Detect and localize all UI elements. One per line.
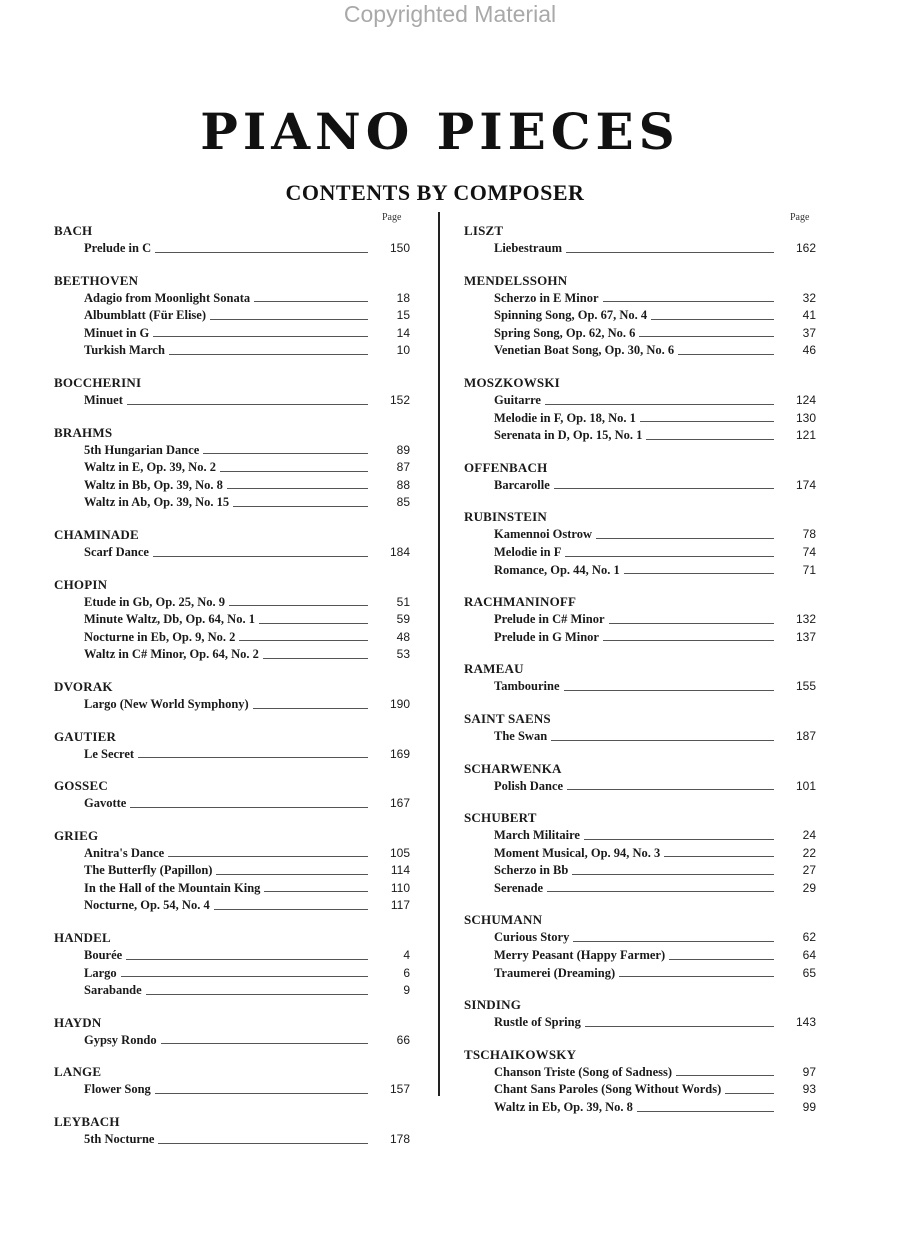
toc-entry (54, 795, 410, 813)
composer-heading: RAMEAU (464, 661, 524, 677)
leader-line (669, 959, 774, 960)
leader-line (254, 301, 368, 302)
toc-entry (54, 1131, 410, 1149)
piece-title: Prelude in G Minor (494, 629, 599, 644)
toc-entry (54, 862, 410, 880)
leader-line (596, 538, 774, 539)
page-number: 15 (396, 308, 410, 323)
toc-entry (464, 477, 816, 495)
leader-line (239, 640, 368, 641)
piece-title: Guitarre (494, 392, 541, 407)
composer-heading: GRIEG (54, 827, 99, 843)
leader-line (651, 319, 774, 320)
leader-line (264, 891, 368, 892)
page-number: 48 (396, 629, 410, 644)
piece-title: Largo (New World Symphony) (84, 696, 249, 711)
toc-entry (54, 982, 410, 1000)
piece-title: Waltz in E, Op. 39, No. 2 (84, 460, 216, 475)
toc-entry (464, 342, 816, 360)
piece-title: Sarabande (84, 983, 142, 998)
leader-line (233, 506, 368, 507)
page-number: 4 (403, 948, 410, 963)
piece-title: Chanson Triste (Song of Sadness) (494, 1064, 673, 1079)
toc-entry (464, 678, 816, 696)
page-number: 157 (389, 1082, 410, 1097)
leader-line (214, 909, 368, 910)
page-number: 169 (389, 746, 410, 761)
leader-line (229, 605, 368, 606)
page-number: 110 (390, 880, 410, 895)
piece-title: Melodie in F, Op. 18, No. 1 (494, 410, 636, 425)
toc-entry (54, 1032, 410, 1050)
page-number: 114 (390, 863, 410, 878)
page-number: 9 (403, 983, 410, 998)
toc-entry (464, 1099, 816, 1117)
leader-line (121, 976, 368, 977)
page-number: 65 (802, 965, 816, 980)
toc-entry (54, 442, 410, 460)
leader-line (168, 856, 368, 857)
composer-heading: SCHARWENKA (464, 760, 562, 776)
toc-entry (54, 965, 410, 983)
page-number: 187 (795, 728, 816, 743)
contents-right-column (464, 208, 816, 1117)
piece-title: March Militaire (494, 828, 580, 843)
leader-line (216, 874, 368, 875)
piece-title: In the Hall of the Mountain King (84, 880, 261, 895)
page-number: 87 (396, 460, 410, 475)
page-number: 85 (396, 495, 410, 510)
composer-heading: SCHUBERT (464, 810, 537, 826)
leader-line (676, 1075, 774, 1076)
page-number: 184 (389, 544, 410, 559)
piece-title: Nocturne, Op. 54, No. 4 (84, 898, 210, 913)
piece-title: Spinning Song, Op. 67, No. 4 (494, 308, 648, 323)
toc-entry (54, 325, 410, 343)
page-number: 62 (802, 930, 816, 945)
piece-title: Spring Song, Op. 62, No. 6 (494, 325, 636, 340)
page-number: 53 (396, 647, 410, 662)
toc-entry (54, 746, 410, 764)
page-number: 74 (802, 544, 816, 559)
composer-heading: RACHMANINOFF (464, 594, 577, 610)
page-number: 59 (396, 612, 410, 627)
composer-heading: DVORAK (54, 678, 113, 694)
piece-title: Polish Dance (494, 778, 564, 793)
toc-entry (464, 929, 816, 947)
piece-title: Turkish March (84, 343, 165, 358)
page-number: 174 (795, 477, 816, 492)
toc-entry (464, 1014, 816, 1032)
composer-heading: LISZT (464, 223, 504, 238)
toc-entry (54, 880, 410, 898)
toc-entry (54, 494, 410, 512)
composer-heading: MENDELSSOHN (464, 272, 568, 288)
page-number: 78 (802, 527, 816, 542)
piece-title: Tambourine (494, 679, 560, 694)
composer-heading: SCHUMANN (464, 912, 543, 928)
piece-title: Curious Story (494, 930, 570, 945)
leader-line (567, 789, 774, 790)
piece-title: The Butterfly (Papillon) (84, 863, 213, 878)
page-number: 105 (389, 845, 410, 860)
toc-entry (464, 629, 816, 647)
piece-title: Etude in Gb, Op. 25, No. 9 (84, 594, 226, 609)
toc-entry (464, 392, 816, 410)
page-number: 137 (795, 629, 816, 644)
leader-line (646, 439, 774, 440)
toc-entry (54, 696, 410, 714)
page-number: 150 (389, 241, 410, 255)
piece-title: Chant Sans Paroles (Song Without Words) (494, 1082, 722, 1097)
leader-line (573, 941, 774, 942)
leader-line (585, 1026, 774, 1027)
piece-title: Minuet (84, 392, 123, 407)
page-number: 162 (795, 241, 816, 255)
toc-entry (464, 240, 816, 258)
toc-entry (464, 526, 816, 544)
toc-entry (464, 827, 816, 845)
leader-line (126, 959, 368, 960)
page-number: 51 (396, 594, 410, 609)
toc-entry (464, 845, 816, 863)
page-number: 178 (389, 1132, 410, 1147)
piece-title: Liebestraum (494, 241, 563, 255)
leader-line (603, 301, 774, 302)
piece-title: Serenade (494, 880, 544, 895)
leader-line (127, 404, 368, 405)
leader-line (545, 404, 774, 405)
composer-heading: SAINT SAENS (464, 710, 551, 726)
leader-line (609, 623, 774, 624)
page-number: 155 (795, 679, 816, 694)
composer-heading: OFFENBACH (464, 459, 548, 475)
leader-line (161, 1043, 368, 1044)
toc-entry (54, 646, 410, 664)
leader-line (155, 252, 368, 253)
piece-title: Le Secret (84, 746, 135, 761)
composer-heading: MOSZKOWSKI (464, 374, 560, 390)
piece-title: Flower Song (84, 1082, 151, 1097)
page-number: 124 (795, 392, 816, 407)
page-number: 10 (396, 343, 410, 358)
composer-heading: CHAMINADE (54, 526, 139, 542)
toc-entry (464, 307, 816, 325)
leader-line (220, 471, 368, 472)
page-number: 29 (802, 880, 816, 895)
page-number: 101 (795, 778, 816, 793)
page-title: PIANO PIECES (200, 102, 680, 161)
piece-title: Romance, Op. 44, No. 1 (494, 562, 620, 577)
composer-heading: LEYBACH (54, 1114, 120, 1130)
piece-title: Scarf Dance (84, 544, 149, 559)
leader-line (554, 488, 774, 489)
page-number: 190 (389, 696, 410, 711)
piece-title: Waltz in C# Minor, Op. 64, No. 2 (84, 647, 259, 662)
page-column-header-left: Page (382, 212, 402, 223)
page-number: 88 (396, 477, 410, 492)
toc-entry (464, 611, 816, 629)
leader-line (564, 690, 774, 691)
piece-title: Scherzo in E Minor (494, 290, 599, 305)
piece-title: Minute Waltz, Db, Op. 64, No. 1 (84, 612, 255, 627)
toc-entry (464, 947, 816, 965)
page-number: 130 (795, 410, 816, 425)
composer-heading: LANGE (54, 1064, 102, 1080)
leader-line (639, 336, 774, 337)
composer-heading: GOSSEC (54, 778, 108, 794)
piece-title: Kamennoi Ostrow (494, 527, 593, 542)
composer-heading: HAYDN (54, 1014, 102, 1030)
page-number: 32 (802, 290, 816, 305)
leader-line (640, 421, 774, 422)
toc-entry (464, 410, 816, 428)
page-number: 14 (396, 325, 410, 340)
piece-title: Nocturne in Eb, Op. 9, No. 2 (84, 629, 236, 644)
composer-heading: SINDING (464, 997, 522, 1013)
piece-title: Traumerei (Dreaming) (494, 965, 616, 980)
leader-line (725, 1093, 774, 1094)
piece-title: Gavotte (84, 796, 127, 811)
leader-line (566, 252, 774, 253)
leader-line (263, 658, 368, 659)
piece-title: Moment Musical, Op. 94, No. 3 (494, 845, 661, 860)
toc-entry (464, 290, 816, 308)
toc-entry (54, 459, 410, 477)
leader-line (138, 757, 368, 758)
piece-title: Venetian Boat Song, Op. 30, No. 6 (494, 343, 675, 358)
composer-heading: BEETHOVEN (54, 272, 139, 288)
page-number: 18 (396, 290, 410, 305)
toc-entry (54, 477, 410, 495)
page-number: 143 (795, 1015, 816, 1030)
leader-line (153, 556, 368, 557)
page-column-header-right: Page (790, 212, 810, 223)
page-number: 22 (802, 845, 816, 860)
toc-entry (54, 342, 410, 360)
leader-line (572, 874, 774, 875)
piece-title: Gypsy Rondo (84, 1032, 157, 1047)
page-number: 46 (802, 343, 816, 358)
page-number: 71 (802, 562, 816, 577)
toc-entry (464, 544, 816, 562)
toc-entry (464, 562, 816, 580)
leader-line (547, 891, 774, 892)
composer-heading: HANDEL (54, 930, 111, 946)
leader-line (678, 354, 774, 355)
toc-entry (54, 544, 410, 562)
composer-heading: CHOPIN (54, 576, 108, 592)
toc-entry (54, 1081, 410, 1099)
toc-entry (54, 629, 410, 647)
page-number: 89 (396, 442, 410, 457)
toc-entry (54, 240, 410, 258)
leader-line (227, 488, 368, 489)
page-number: 66 (396, 1032, 410, 1047)
toc-entry (54, 845, 410, 863)
leader-line (155, 1093, 368, 1094)
composer-heading: RUBINSTEIN (464, 509, 547, 525)
piece-title: Rustle of Spring (494, 1015, 581, 1030)
toc-entry (54, 307, 410, 325)
piece-title: Scherzo in Bb (494, 863, 569, 878)
toc-entry (464, 778, 816, 796)
leader-line (146, 994, 368, 995)
piece-title: Albumblatt (Für Elise) (84, 308, 206, 323)
toc-entry (464, 325, 816, 343)
toc-entry (54, 392, 410, 410)
piece-title: Melodie in F (494, 544, 562, 559)
piece-title: Serenata in D, Op. 15, No. 1 (494, 428, 643, 443)
piece-title: Prelude in C (84, 241, 152, 255)
piece-title: The Swan (494, 728, 548, 743)
page-number: 132 (795, 612, 816, 627)
leader-line (637, 1111, 774, 1112)
piece-title: Largo (84, 965, 117, 980)
leader-line (203, 453, 368, 454)
copyright-watermark: Copyrighted Material (343, 1, 557, 27)
piece-title: Waltz in Bb, Op. 39, No. 8 (84, 477, 223, 492)
leader-line (130, 807, 368, 808)
leader-line (158, 1143, 368, 1144)
leader-line (603, 640, 774, 641)
leader-line (624, 573, 774, 574)
composer-heading: TSCHAIKOWSKY (464, 1046, 577, 1062)
page-number: 24 (802, 828, 816, 843)
leader-line (253, 708, 368, 709)
piece-title: Anitra's Dance (84, 845, 165, 860)
page-number: 93 (802, 1082, 816, 1097)
page-number: 64 (802, 948, 816, 963)
contents-left-column (54, 208, 410, 1149)
toc-entry (464, 965, 816, 983)
composer-heading: BOCCHERINI (54, 374, 142, 390)
toc-entry (54, 611, 410, 629)
page-number: 97 (802, 1064, 816, 1079)
page-number: 152 (389, 392, 410, 407)
piece-title: Prelude in C# Minor (494, 612, 605, 627)
leader-line (664, 856, 774, 857)
page-number: 121 (795, 428, 816, 443)
composer-heading: GAUTIER (54, 728, 117, 744)
piece-title: Minuet in G (84, 325, 150, 340)
toc-entry (54, 947, 410, 965)
leader-line (551, 740, 774, 741)
composer-heading: BACH (54, 223, 93, 238)
page-number: 27 (802, 863, 816, 878)
leader-line (619, 976, 774, 977)
piece-title: 5th Hungarian Dance (84, 442, 200, 457)
toc-entry (464, 427, 816, 445)
composer-heading: BRAHMS (54, 424, 113, 440)
toc-entry (54, 897, 410, 915)
column-divider (438, 212, 440, 1096)
page-number: 167 (389, 796, 410, 811)
page-number: 117 (390, 898, 410, 913)
toc-entry (464, 728, 816, 746)
page-number: 99 (802, 1100, 816, 1115)
piece-title: Bourée (84, 948, 123, 963)
piece-title: Adagio from Moonlight Sonata (84, 290, 251, 305)
piece-title: Waltz in Eb, Op. 39, No. 8 (494, 1100, 633, 1115)
page-number: 41 (802, 308, 816, 323)
toc-entry (54, 594, 410, 612)
leader-line (210, 319, 368, 320)
piece-title: Merry Peasant (Happy Farmer) (494, 948, 666, 963)
piece-title: Waltz in Ab, Op. 39, No. 15 (84, 495, 230, 510)
leader-line (259, 623, 368, 624)
page-subtitle: CONTENTS BY COMPOSER (285, 180, 585, 205)
piece-title: Barcarolle (494, 477, 550, 492)
leader-line (153, 336, 368, 337)
leader-line (584, 839, 774, 840)
page-number: 6 (403, 965, 410, 980)
page-number: 37 (802, 325, 816, 340)
piece-title: 5th Nocturne (84, 1132, 155, 1147)
toc-entry (464, 1064, 816, 1082)
toc-entry (54, 290, 410, 308)
leader-line (565, 556, 774, 557)
toc-entry (464, 880, 816, 898)
toc-entry (464, 1081, 816, 1099)
leader-line (169, 354, 368, 355)
toc-entry (464, 862, 816, 880)
